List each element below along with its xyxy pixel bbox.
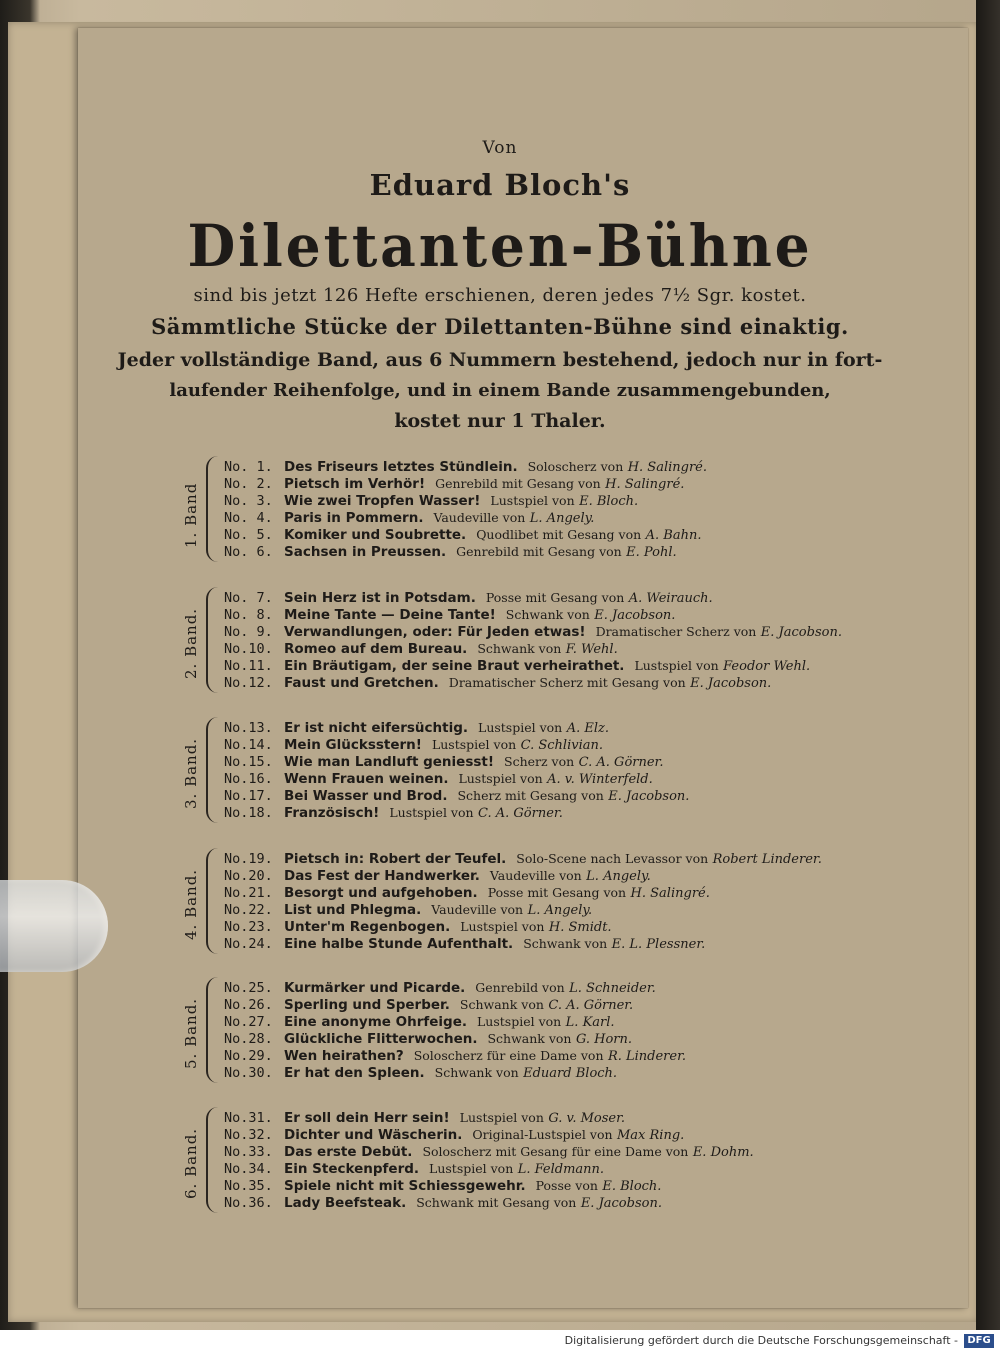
entry-author: E. Jacobson. xyxy=(608,789,690,804)
entry-author: L. Angely. xyxy=(527,903,593,918)
entry-title: Spiele nicht mit Schiessgewehr. xyxy=(284,1178,526,1194)
list-item xyxy=(224,1047,686,1064)
entry-author: Robert Linderer. xyxy=(712,852,822,867)
entry-description: Schwank von xyxy=(487,1031,572,1046)
entry-number: No.17. xyxy=(224,788,273,804)
entry-description: Schwank von xyxy=(523,936,608,951)
entry-author: C. A. Görner. xyxy=(578,755,664,770)
list-item xyxy=(224,1064,617,1081)
entry-title: Das erste Debüt. xyxy=(284,1144,413,1160)
entry-description: Lustspiel von xyxy=(634,658,719,673)
entry-number: No.36. xyxy=(224,1195,273,1211)
list-item xyxy=(224,753,663,770)
list-item xyxy=(224,1030,632,1047)
entry-description: Lustspiel von xyxy=(431,737,517,752)
entry-number: No. 7. xyxy=(224,590,273,606)
entry-title: Wen heirathen? xyxy=(284,1048,404,1064)
list-item xyxy=(224,719,609,736)
entry-author: C. Schlivian. xyxy=(520,738,603,753)
entry-title: Bei Wasser und Brod. xyxy=(284,788,448,804)
entry-description: Solo-Scene nach Levassor von xyxy=(516,851,709,866)
entry-title: Meine Tante — Deine Tante! xyxy=(284,607,496,623)
entry-number: No.12. xyxy=(224,675,273,691)
entry-author: L. Angely. xyxy=(529,511,595,526)
entry-author: A. Elz. xyxy=(566,721,609,736)
band-brace xyxy=(206,848,220,954)
entry-title: Sachsen in Preussen. xyxy=(284,544,447,560)
entry-number: No. 6. xyxy=(224,544,273,560)
entry-number: No.34. xyxy=(224,1161,273,1177)
entry-description: Lustspiel von xyxy=(389,805,474,820)
entry-title: Unter'm Regenbogen. xyxy=(284,919,451,935)
list-item xyxy=(224,918,612,935)
list-item xyxy=(224,1126,684,1143)
entry-author: Feodor Wehl. xyxy=(723,659,811,674)
entry-title: Er soll dein Herr sein! xyxy=(284,1110,450,1126)
list-item xyxy=(224,1160,604,1177)
list-item xyxy=(224,935,705,952)
page-clip xyxy=(0,880,108,972)
entry-description: Schwank von xyxy=(459,997,544,1012)
entry-description: Original-Lustspiel von xyxy=(472,1127,613,1142)
entry-description: Posse mit Gesang von xyxy=(485,590,625,605)
entry-number: No.15. xyxy=(224,754,273,770)
entry-number: No.19. xyxy=(224,851,273,867)
entry-author: L. Feldmann. xyxy=(517,1162,605,1177)
band-label: 4. Band. xyxy=(182,868,200,940)
entry-author: E. Bloch. xyxy=(602,1179,662,1194)
entry-author: H. Salingré. xyxy=(605,477,685,492)
list-item xyxy=(224,1013,615,1030)
list-item xyxy=(224,1143,754,1160)
entry-title: Mein Glücksstern! xyxy=(284,737,422,753)
entry-description: Lustspiel von xyxy=(490,493,575,508)
list-item xyxy=(224,475,684,492)
list-item xyxy=(224,623,842,640)
band-label: 2. Band. xyxy=(182,607,200,679)
entry-number: No. 8. xyxy=(224,607,273,623)
list-item xyxy=(224,787,689,804)
entry-description: Genrebild von xyxy=(475,980,565,995)
entry-number: No.28. xyxy=(224,1031,273,1047)
entry-number: No.26. xyxy=(224,997,273,1013)
list-item xyxy=(224,804,563,821)
entry-number: No. 3. xyxy=(224,493,273,509)
band-label: 1. Band xyxy=(182,482,200,548)
entry-title: Romeo auf dem Bureau. xyxy=(284,641,468,657)
entry-title: Dichter und Wäscherin. xyxy=(284,1127,463,1143)
list-item xyxy=(224,640,618,657)
entry-author: L. Schneider. xyxy=(569,981,656,996)
list-item xyxy=(224,1194,662,1211)
band-brace xyxy=(206,977,220,1083)
list-item xyxy=(224,509,594,526)
entry-number: No. 1. xyxy=(224,459,273,475)
entry-author: H. Salingré. xyxy=(630,886,710,901)
band-brace xyxy=(206,587,220,693)
list-item xyxy=(224,606,675,623)
entry-description: Lustspiel von xyxy=(459,1110,544,1125)
entry-number: No.25. xyxy=(224,980,273,996)
entry-number: No.21. xyxy=(224,885,273,901)
list-item xyxy=(224,979,656,996)
entry-author: C. A. Görner. xyxy=(548,998,634,1013)
entry-title: Faust und Gretchen. xyxy=(284,675,439,691)
list-item xyxy=(224,589,713,606)
list-item xyxy=(224,901,592,918)
entry-description: Posse von xyxy=(535,1178,598,1193)
entry-number: No.24. xyxy=(224,936,273,952)
entry-author: G. v. Moser. xyxy=(548,1111,626,1126)
entry-author: E. Jacobson. xyxy=(594,608,676,623)
header-line-4: laufender Reihenfolge, und in einem Bande zusammengebunden, xyxy=(169,380,831,401)
entry-author: E. Jacobson. xyxy=(760,625,842,640)
entry-author: F. Wehl. xyxy=(565,642,618,657)
entry-title: Französisch! xyxy=(284,805,380,821)
entry-number: No.35. xyxy=(224,1178,273,1194)
entry-author: H. Smidt. xyxy=(548,920,612,935)
entry-description: Soloscherz mit Gesang für eine Dame von xyxy=(422,1144,689,1159)
entry-title: Eine halbe Stunde Aufenthalt. xyxy=(284,936,514,952)
list-item xyxy=(224,1109,625,1126)
header-author: Eduard Bloch's xyxy=(369,168,631,202)
entry-description: Soloscherz für eine Dame von xyxy=(413,1048,604,1063)
entry-description: Schwank von xyxy=(505,607,590,622)
entry-number: No.23. xyxy=(224,919,273,935)
entry-author: C. A. Görner. xyxy=(478,806,563,821)
entry-title: Kurmärker und Picarde. xyxy=(284,980,466,996)
entry-description: Genrebild mit Gesang von xyxy=(456,544,622,559)
list-item xyxy=(224,850,822,867)
header-von: Von xyxy=(482,138,518,158)
entry-number: No. 9. xyxy=(224,624,273,640)
list-item xyxy=(224,996,633,1013)
entry-author: E. Jacobson. xyxy=(690,676,772,691)
entry-description: Vaudeville von xyxy=(431,902,524,917)
entry-description: Posse mit Gesang von xyxy=(487,885,627,900)
list-item xyxy=(224,1177,661,1194)
entry-author: L. Karl. xyxy=(565,1015,615,1030)
entry-number: No. 2. xyxy=(224,476,273,492)
entry-description: Dramatischer Scherz von xyxy=(595,624,757,639)
entry-description: Lustspiel von xyxy=(460,919,545,934)
entry-title: Sperling und Sperber. xyxy=(284,997,450,1013)
entry-title: Sein Herz ist in Potsdam. xyxy=(284,590,476,606)
entry-description: Vaudeville von xyxy=(433,510,526,525)
entry-number: No.20. xyxy=(224,868,273,884)
entry-description: Dramatischer Scherz mit Gesang von xyxy=(448,675,686,690)
entry-title: Pietsch im Verhör! xyxy=(284,476,426,492)
entry-number: No. 5. xyxy=(224,527,273,543)
entry-number: No.14. xyxy=(224,737,273,753)
band-brace xyxy=(206,717,220,823)
entry-title: Des Friseurs letztes Stündlein. xyxy=(284,459,518,475)
entry-title: Wie zwei Tropfen Wasser! xyxy=(284,493,481,509)
entry-title: Glückliche Flitterwochen. xyxy=(284,1031,478,1047)
entry-description: Lustspiel von xyxy=(429,1161,514,1176)
entry-number: No. 4. xyxy=(224,510,273,526)
page-title: Dilettanten-Bühne xyxy=(187,212,813,280)
entry-title: Lady Beefsteak. xyxy=(284,1195,407,1211)
entry-title: List und Phlegma. xyxy=(284,902,422,918)
list-item xyxy=(224,736,603,753)
entry-description: Lustspiel von xyxy=(458,771,543,786)
entry-author: E. Bloch. xyxy=(579,494,639,509)
entry-author: H. Salingré. xyxy=(627,460,708,475)
entry-title: Wie man Landluft geniesst! xyxy=(284,754,495,770)
entry-number: No.10. xyxy=(224,641,273,657)
header-line-3: Jeder vollständige Band, aus 6 Nummern bestehend, jedoch nur in fort- xyxy=(117,349,883,371)
list-item xyxy=(224,657,810,674)
header-line-5: kostet nur 1 Thaler. xyxy=(394,410,606,432)
entry-description: Scherz von xyxy=(504,754,575,769)
band-label: 5. Band. xyxy=(182,997,200,1069)
entry-author: E. Dohm. xyxy=(692,1145,754,1160)
entry-number: No.11. xyxy=(224,658,273,674)
entry-author: L. Angely. xyxy=(586,869,651,884)
band-label: 6. Band. xyxy=(182,1127,200,1199)
list-item xyxy=(224,526,701,543)
entry-description: Schwank von xyxy=(477,641,562,656)
entry-author: A. Weirauch. xyxy=(628,591,713,606)
entry-description: Schwank mit Gesang von xyxy=(416,1195,577,1210)
list-item xyxy=(224,674,771,691)
entry-title: Das Fest der Handwerker. xyxy=(284,868,480,884)
list-item xyxy=(224,770,653,787)
entry-description: Lustspiel von xyxy=(478,720,563,735)
entry-author: E. L. Plessner. xyxy=(611,937,706,952)
entry-title: Pietsch in: Robert der Teufel. xyxy=(284,851,507,867)
entry-title: Eine anonyme Ohrfeige. xyxy=(284,1014,467,1030)
entry-author: E. Jacobson. xyxy=(580,1196,662,1211)
entry-title: Verwandlungen, oder: Für Jeden etwas! xyxy=(284,624,586,640)
list-item xyxy=(224,492,638,509)
entry-description: Soloscherz von xyxy=(527,459,624,474)
entry-description: Quodlibet mit Gesang von xyxy=(476,527,642,542)
entry-title: Paris in Pommern. xyxy=(284,510,424,526)
entry-number: No.31. xyxy=(224,1110,273,1126)
footer-credit: Digitalisierung gefördert durch die Deutsche Forschungsgemeinschaft - xyxy=(564,1334,958,1347)
list-item xyxy=(224,458,707,475)
entry-number: No.32. xyxy=(224,1127,273,1143)
entry-title: Besorgt und aufgehoben. xyxy=(284,885,478,901)
entry-description: Scherz mit Gesang von xyxy=(457,788,604,803)
entry-number: No.30. xyxy=(224,1065,273,1081)
entry-author: R. Linderer. xyxy=(607,1049,687,1064)
band-brace xyxy=(206,1107,220,1213)
entry-number: No.27. xyxy=(224,1014,273,1030)
entry-title: Komiker und Soubrette. xyxy=(284,527,467,543)
dfg-logo: DFG xyxy=(964,1334,994,1348)
list-item xyxy=(224,884,710,901)
entry-author: E. Pohl. xyxy=(626,545,677,560)
entry-number: No.16. xyxy=(224,771,273,787)
entry-title: Er ist nicht eifersüchtig. xyxy=(284,720,469,736)
entry-description: Schwank von xyxy=(434,1065,519,1080)
header-line-2: Sämmtliche Stücke der Dilettanten-Bühne sind einaktig. xyxy=(151,314,849,339)
entry-author: A. Bahn. xyxy=(645,528,702,543)
entry-number: No.22. xyxy=(224,902,273,918)
entry-author: A. v. Winterfeld. xyxy=(547,772,653,787)
entry-author: Max Ring. xyxy=(616,1128,685,1143)
list-item xyxy=(224,867,651,884)
entry-number: No.33. xyxy=(224,1144,273,1160)
entry-number: No.18. xyxy=(224,805,273,821)
band-brace xyxy=(206,456,220,562)
entry-number: No.13. xyxy=(224,720,273,736)
entry-number: No.29. xyxy=(224,1048,273,1064)
entry-description: Genrebild mit Gesang von xyxy=(435,476,601,491)
list-item xyxy=(224,543,677,560)
entry-author: G. Horn. xyxy=(575,1032,633,1047)
entry-title: Wenn Frauen weinen. xyxy=(284,771,449,787)
header-line-1: sind bis jetzt 126 Hefte erschienen, deren jedes 7½ Sgr. kostet. xyxy=(193,285,807,306)
entry-description: Lustspiel von xyxy=(477,1014,562,1029)
entry-author: Eduard Bloch. xyxy=(523,1066,618,1081)
entry-title: Ein Steckenpferd. xyxy=(284,1161,420,1177)
band-label: 3. Band. xyxy=(182,737,200,809)
entry-description: Vaudeville von xyxy=(489,868,582,883)
entry-title: Ein Bräutigam, der seine Braut verheirathet. xyxy=(284,658,625,674)
entry-title: Er hat den Spleen. xyxy=(284,1065,425,1081)
